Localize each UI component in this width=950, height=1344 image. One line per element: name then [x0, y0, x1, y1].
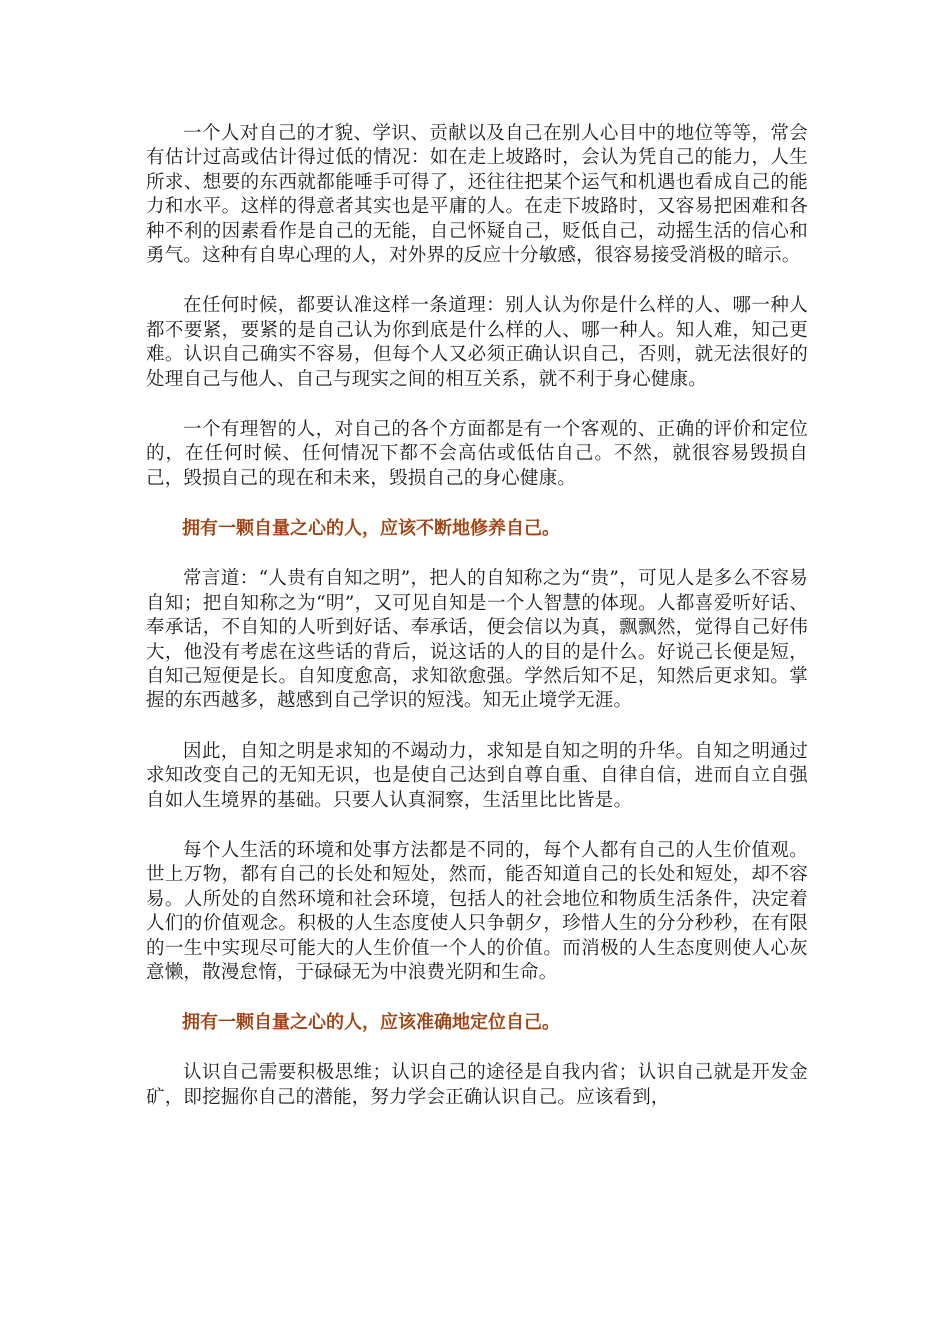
paragraph-4: 常言道：“人贵有自知之明”，把人的自知称之为“贵”，可见人是多么不容易自知；把自知称之为“明”，又可见自知是一个人智慧的体现。人都喜爱听好话、奉承话，不自知的人听到好话、奉承话，便会信以为真，飘飘然，觉得自己好伟大，他没有考虑在这些话的背后，说这话的人的目的是什么。好说己长便是短，自知己短便是长。自知度愈高，求知欲愈强。学然后知不足，知然后更求知。掌握的东西越多，越感到自己学识的短浅。知无止境学无涯。	[146, 568, 808, 712]
paragraph-7: 认识自己需要积极思维；认识自己的途径是自我内省；认识自己就是开发金矿，即挖掘你自己的潜能，努力学会正确认识自己。应该看到，	[146, 1062, 808, 1108]
section-heading-2: 拥有一颗自量之心的人，应该准确地定位自己。	[182, 1012, 560, 1034]
paragraph-1: 一个人对自己的才貌、学识、贡献以及自己在别人心目中的地位等等，常会有估计过高或估计得过低的情况：如在走上坡路时，会认为凭自己的能力，人生所求、想要的东西就都能唾手可得了，还往往把某个运气和机遇也看成自己的能力和水平。这样的得意者其实也是平庸的人。在走下坡路时，又容易把困难和各种不利的因素看作是自己的无能，自己怀疑自己，贬低自己，动摇生活的信心和勇气。这种有自卑心理的人，对外界的反应十分敏感，很容易接受消极的暗示。	[146, 123, 808, 267]
paragraph-3: 一个有理智的人，对自己的各个方面都是有一个客观的、正确的评价和定位的，在任何时候、任何情况下都不会高估或低估自己。不然，就很容易毁损自己，毁损自己的现在和未来，毁损自己的身心健康。	[146, 419, 808, 489]
document-page	[146, 122, 808, 1136]
paragraph-6: 每个人生活的环境和处事方法都是不同的，每个人都有自己的人生价值观。世上万物，都有自己的长处和短处，然而，能否知道自己的长处和短处，却不容易。人所处的自然环境和社会环境，包括人的社会地位和物质生活条件，决定着人们的价值观念。积极的人生态度使人只争朝夕，珍惜人生的分分秒秒，在有限的一生中实现尽可能大的人生价值一个人的价值。而消极的人生态度则使人心灰意懒，散漫怠惰，于碌碌无为中浪费光阴和生命。	[146, 839, 808, 983]
paragraph-2: 在任何时候，都要认准这样一条道理：别人认为你是什么样的人、哪一种人都不要紧，要紧的是自己认为你到底是什么样的人、哪一种人。知人难，知己更难。认识自己确实不容易，但每个人又必须正确认识自己，否则，就无法很好的处理自己与他人、自己与现实之间的相互关系，就不利于身心健康。	[146, 295, 808, 390]
section-heading-1: 拥有一颗自量之心的人，应该不断地修养自己。	[182, 518, 560, 540]
paragraph-5: 因此，自知之明是求知的不竭动力，求知是自知之明的升华。自知之明通过求知改变自己的无知无识，也是使自己达到自尊自重、自律自信，进而自立自强自如人生境界的基础。只要人认真洞察，生活里比比皆是。	[146, 740, 808, 811]
